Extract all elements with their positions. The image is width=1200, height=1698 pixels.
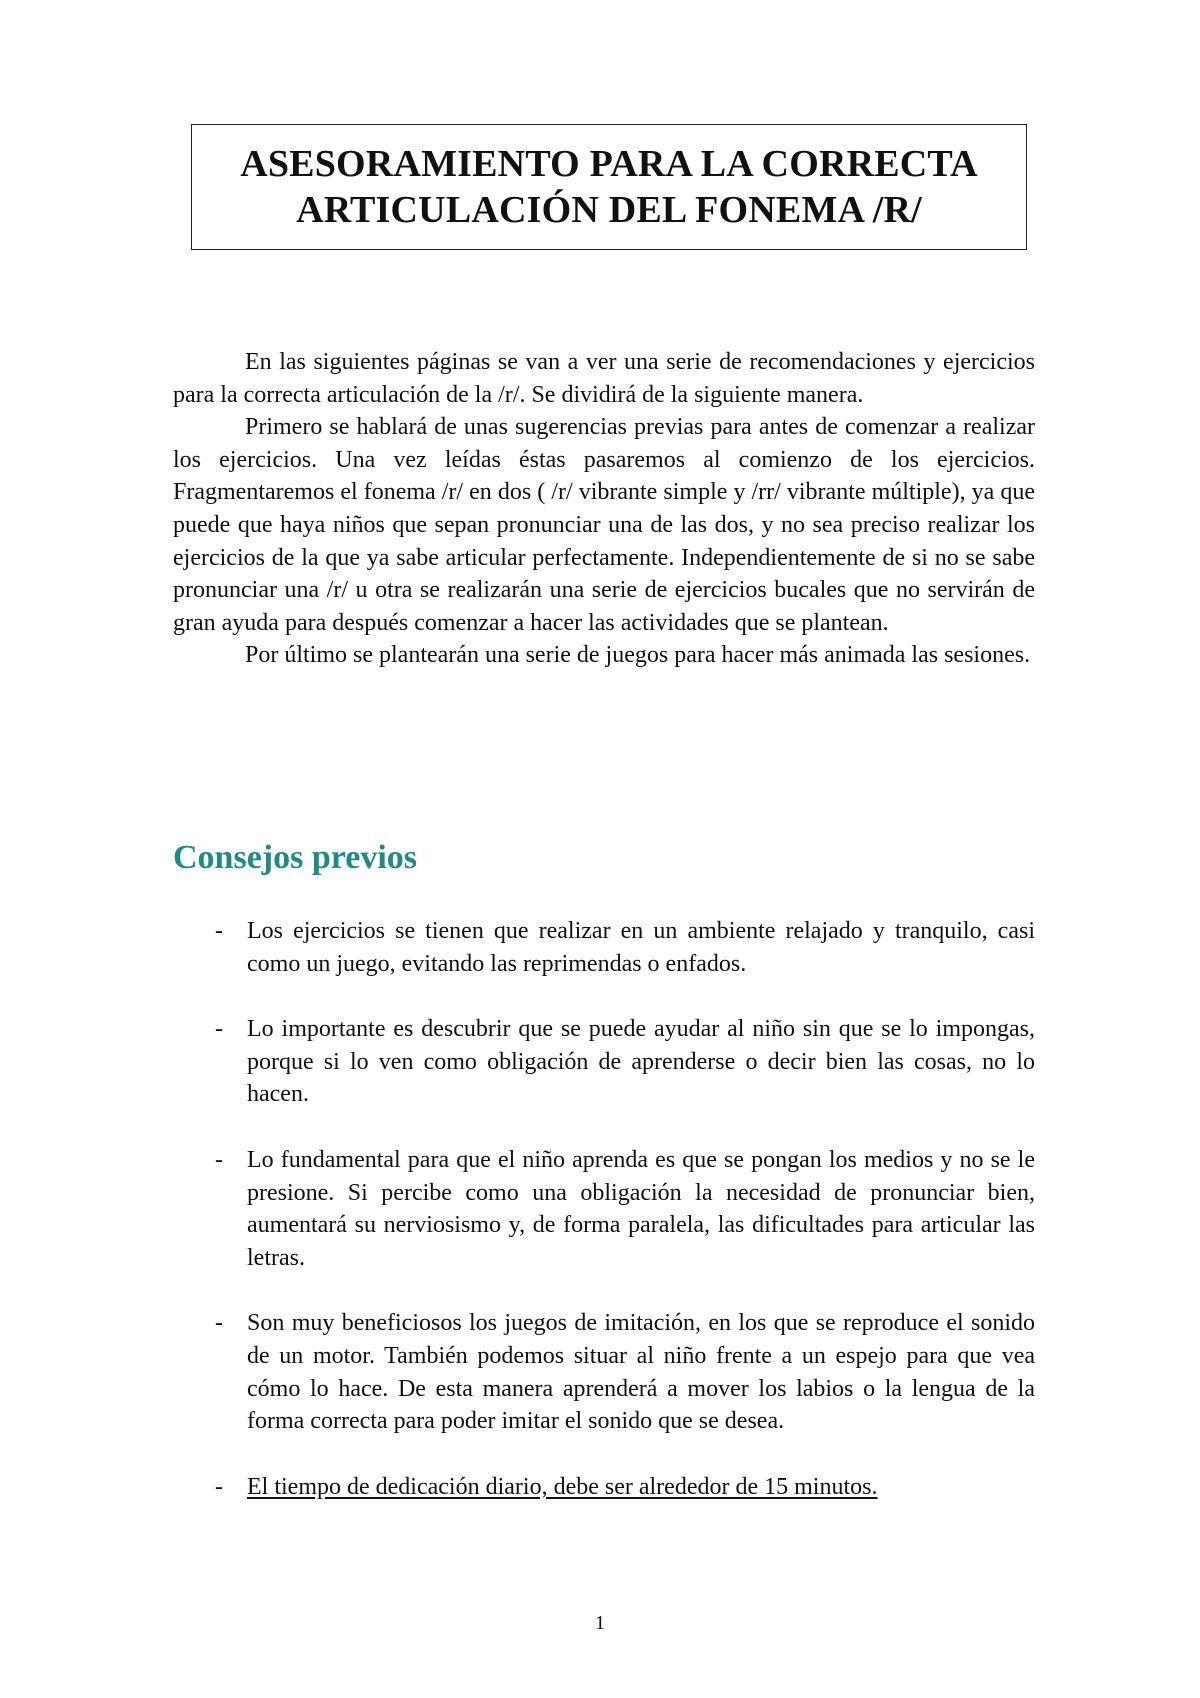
list-item xyxy=(173,915,1035,980)
list-dash: - xyxy=(215,1310,223,1337)
list-dash: - xyxy=(215,918,223,944)
page-number: 1 xyxy=(595,1612,605,1634)
document-title-box xyxy=(191,124,1027,250)
tips-list xyxy=(173,915,1035,1536)
list-item-text: Los ejercicios se tienen que realizar en un ambiente relajado y tranquilo, casi como un juego, evitando las reprimendas o enfados. xyxy=(247,918,1035,977)
list-item-text: El tiempo de dedicación diario, debe ser alrededor de 15 minutos. xyxy=(247,1473,878,1500)
intro-paragraph: Por último se plantearán una serie de juegos para hacer más animada las sesiones. xyxy=(245,642,1031,669)
list-item-text: Lo importante es descubrir que se puede ayudar al niño sin que se lo impongas, porque si lo ven como obligación de aprenderse o decir bien las cosas, no lo hacen. xyxy=(247,1016,1035,1108)
list-item xyxy=(173,1013,1035,1111)
intro-section xyxy=(173,346,1035,672)
list-item-text: Lo fundamental para que el niño aprenda es que se pongan los medios y no se le presione. Si percibe como una obligación la necesidad de pronunciar bien, aumentará su nerviosismo y, de forma paralela, las dificultades para articular las letras. xyxy=(247,1146,1035,1271)
list-item-text: Son muy beneficiosos los juegos de imitación, en los que se reproduce el sonido de un motor. También podemos situar al niño frente a un espejo para que vea cómo lo hace. De esta manera aprenderá a mover los labios o la lengua de la forma correcta para poder imitar el sonido que se desea. xyxy=(247,1310,1035,1435)
title-line-1: ASESORAMIENTO PARA LA CORRECTA xyxy=(240,143,978,185)
title-line-2: ARTICULACIÓN DEL FONEMA /R/ xyxy=(296,189,922,231)
intro-paragraph: Primero se hablará de unas sugerencias previas para antes de comenzar a realizar los ejercicios. Una vez leídas éstas pasaremos al comienzo de los ejercicios. Fragmentaremos el fonema /r/ en dos ( /r/ vibrante simple y /rr/ vibrante múltiple), ya que puede que haya niños que sepan pronunciar una de las dos, y no sea preciso realizar los ejercicios de la que ya sabe articular perfectamente. Independientemente de si no se sabe pronunciar una /r/ u otra se realizarán una serie de ejercicios bucales que no servirán de gran ayuda para después comenzar a hacer las actividades que se plantean. xyxy=(173,414,1035,636)
list-dash: - xyxy=(215,1473,223,1500)
list-item-underlined xyxy=(173,1471,1035,1504)
list-item xyxy=(173,1144,1035,1274)
list-item xyxy=(173,1307,1035,1437)
list-dash: - xyxy=(215,1146,223,1173)
list-dash: - xyxy=(215,1016,223,1043)
section-heading: Consejos previos xyxy=(173,839,417,876)
intro-paragraph: En las siguientes páginas se van a ver una serie de recomendaciones y ejercicios para la correcta articulación de la /r/. Se dividirá de la siguiente manera. xyxy=(173,349,1035,408)
